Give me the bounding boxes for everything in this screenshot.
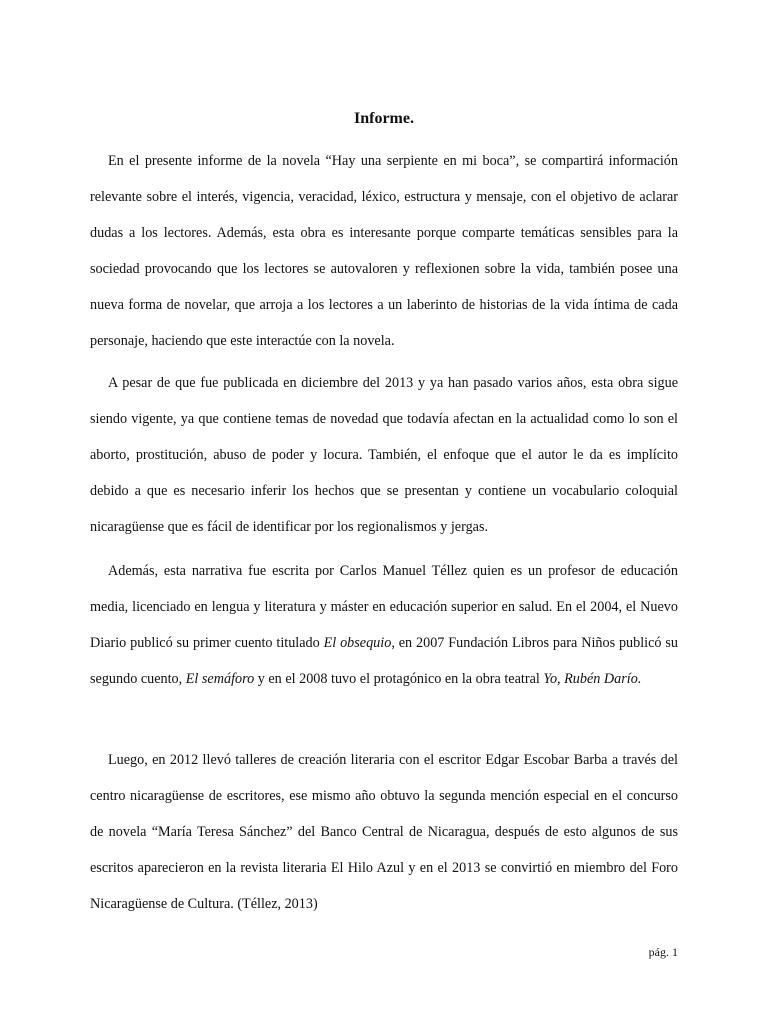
document-title: Informe. [354,110,414,127]
paragraph-introduction: En el presente informe de la novela “Hay una serpiente en mi boca”, se compartirá información relevante sobre el interés, vigencia, veracidad, léxico, estructura y mensaje, con el objetivo de aclarar dudas a los lectores. Además, esta obra es interesante porque comparte temáticas sensibles para la sociedad provocando que los lectores se autovaloren y reflexionen sobre la vida, también posee una nueva forma de novelar, que arroja a los lectores a un laberinto de historias de la vida íntima de cada personaje, haciendo que este interactúe con la novela. [90,153,678,349]
page-number: pág. 1 [648,945,678,959]
work-title-yo-ruben-dario: Yo, Rubén Darío. [543,671,642,687]
paragraph-author [90,553,678,697]
work-title-el-semaforo: El semáforo [185,671,255,687]
work-title-el-obsequio: El obsequio [323,635,392,651]
author-text-2: , en 2007 Fundación Libros para Niños publicó su segundo cuento, [90,635,678,687]
paragraph-vigencia: A pesar de que fue publicada en diciembre del 2013 y ya han pasado varios años, esta obra sigue siendo vigente, ya que contiene temas de novedad que todavía afectan en la actualidad como lo son el aborto, prostitución, abuso de poder y locura. También, el enfoque que el autor le da es implícito debido a que es necesario inferir los hechos que se presentan y contiene un vocabulario coloquial nicaragüense que es fácil de identificar por los regionalismos y jergas. [90,375,678,535]
author-text-1: Además, esta narrativa fue escrita por Carlos Manuel Téllez quien es un profesor de educación media, licenciado en lengua y literatura y máster en educación superior en salud. En el 2004, el Nuevo Diario publicó su primer cuento titulado [90,563,678,651]
author-text-3: y en el 2008 tuvo el protagónico en la obra teatral [254,671,544,687]
paragraph-career: Luego, en 2012 llevó talleres de creación literaria con el escritor Edgar Escobar Barba a través del centro nicaragüense de escritores, ese mismo año obtuvo la segunda mención especial en el concurso de novela “María Teresa Sánchez” del Banco Central de Nicaragua, después de esto algunos de sus escritos aparecieron en la revista literaria El Hilo Azul y en el 2013 se convirtió en miembro del Foro Nicaragüense de Cultura. (Téllez, 2013) [90,752,678,912]
